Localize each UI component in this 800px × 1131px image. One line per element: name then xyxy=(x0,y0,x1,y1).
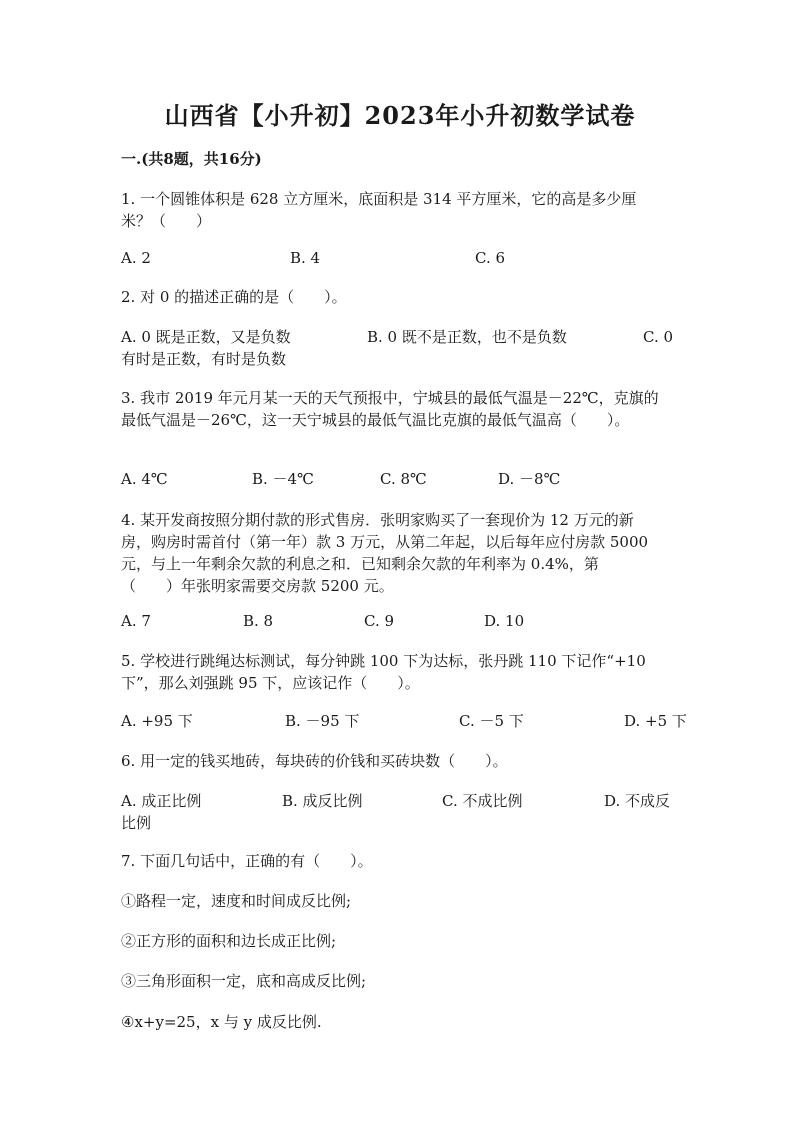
question-5-option-b[interactable]: B. －95 下 xyxy=(285,712,360,730)
question-2-option-c-continued: 有时是正数，有时是负数 xyxy=(121,350,287,368)
question-3-option-b[interactable]: B. －4℃ xyxy=(252,470,314,488)
question-5-stem-line-2: 下”，那么刘强跳 95 下，应该记作（ ）。 xyxy=(121,674,420,692)
question-5-option-c[interactable]: C. －5 下 xyxy=(459,712,524,730)
question-3-option-a[interactable]: A. 4℃ xyxy=(121,470,168,488)
question-4-stem-line-2: 房，购房时需首付（第一年）款 3 万元，从第二年起，以后每年应付房款 5000 xyxy=(121,533,649,551)
question-1-stem-line-2: 米？（ ） xyxy=(121,212,212,230)
question-4-stem-line-4: （ ）年张明家需要交房款 5200 元。 xyxy=(121,577,394,595)
question-6-option-d[interactable]: D. 不成反 xyxy=(604,792,671,810)
section-heading: 一.(共8题，共16分) xyxy=(121,150,262,168)
question-1-option-b[interactable]: B. 4 xyxy=(290,249,321,267)
question-4-option-d[interactable]: D. 10 xyxy=(484,612,525,630)
question-5-option-d[interactable]: D. +5 下 xyxy=(624,712,687,730)
question-2-stem: 2. 对 0 的描述正确的是（ ）。 xyxy=(121,288,347,306)
question-1-option-a[interactable]: A. 2 xyxy=(121,249,151,267)
question-5-option-a[interactable]: A. +95 下 xyxy=(121,712,193,730)
question-1-option-c[interactable]: C. 6 xyxy=(475,249,506,267)
question-3-option-d[interactable]: D. －8℃ xyxy=(498,470,561,488)
question-3-option-c[interactable]: C. 8℃ xyxy=(380,470,427,488)
question-4-stem-line-3: 元，与上一年剩余欠款的利息之和．已知剩余欠款的年利率为 0.4%，第 xyxy=(121,555,599,573)
question-3-stem-line-2: 最低气温是－26℃，这一天宁城县的最低气温比克旗的最低气温高（ ）。 xyxy=(121,411,630,429)
question-6-option-b[interactable]: B. 成反比例 xyxy=(282,792,363,810)
question-4-option-c[interactable]: C. 9 xyxy=(364,612,395,630)
question-7-statement-1: ①路程一定，速度和时间成反比例; xyxy=(121,892,352,910)
question-3-stem-line-1: 3. 我市 2019 年元月某一天的天气预报中，宁城县的最低气温是－22℃，克旗的 xyxy=(121,389,659,407)
question-6-option-c[interactable]: C. 不成比例 xyxy=(442,792,523,810)
question-5-stem-line-1: 5. 学校进行跳绳达标测试，每分钟跳 100 下为达标，张丹跳 110 下记作“+10 xyxy=(121,652,646,670)
question-6-option-a[interactable]: A. 成正比例 xyxy=(121,792,202,810)
question-1-stem-line-1: 1. 一个圆锥体积是 628 立方厘米，底面积是 314 平方厘米，它的高是多少厘 xyxy=(121,190,637,208)
question-2-option-b[interactable]: B. 0 既不是正数，也不是负数 xyxy=(367,328,567,346)
question-6-stem: 6. 用一定的钱买地砖，每块砖的价钱和买砖块数（ ）。 xyxy=(121,752,508,770)
question-4-option-a[interactable]: A. 7 xyxy=(121,612,151,630)
question-2-option-a[interactable]: A. 0 既是正数，又是负数 xyxy=(121,328,291,346)
question-7-statement-3: ③三角形面积一定，底和高成反比例; xyxy=(121,972,367,990)
question-4-stem-line-1: 4. 某开发商按照分期付款的形式售房．张明家购买了一套现价为 12 万元的新 xyxy=(121,511,634,529)
question-6-option-d-continued: 比例 xyxy=(121,814,152,832)
question-7-stem: 7. 下面几句话中，正确的有（ ）。 xyxy=(121,852,373,870)
page-title: 山西省【小升初】2023年小升初数学试卷 xyxy=(164,101,636,130)
question-7-statement-2: ②正方形的面积和边长成正比例; xyxy=(121,932,337,950)
question-7-statement-4: ④x+y=25，x 与 y 成反比例. xyxy=(121,1013,322,1031)
question-4-option-b[interactable]: B. 8 xyxy=(243,612,274,630)
question-2-option-c[interactable]: C. 0 xyxy=(643,328,674,346)
